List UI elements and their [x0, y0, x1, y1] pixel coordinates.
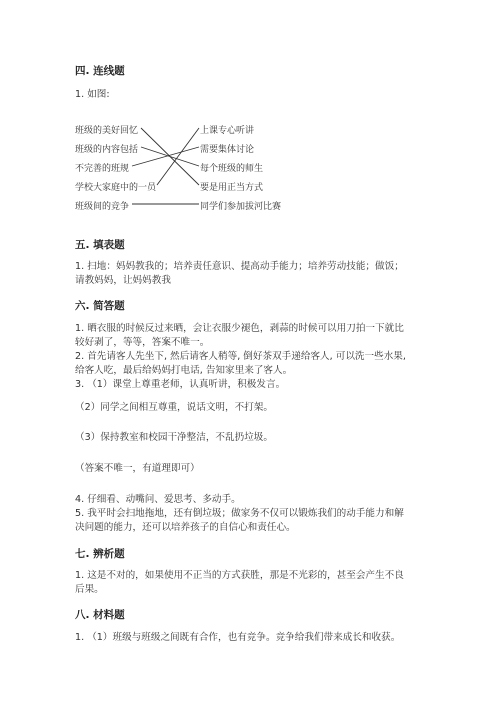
match-right-item: 上课专心听讲 — [200, 126, 255, 136]
section6-answer-3-3: （3）保持教室和校园干净整洁，不乱扔垃圾。 — [75, 432, 273, 443]
match-right-item: 每个班级的师生 — [200, 164, 264, 174]
section5-heading: 五. 填表题 — [75, 239, 125, 251]
section8-heading: 八. 材料题 — [75, 609, 125, 621]
section4-question-1: 1. 如图: — [75, 89, 110, 100]
match-right-item: 同学们参加拔河比赛 — [200, 202, 282, 212]
section7-line: 1. 这是不对的，如果使用不正当的方式获胜，那是不光彩的，甚至会产生不良 — [75, 570, 404, 581]
section7-line: 后果。 — [75, 584, 104, 595]
section6-line: 较好剥了，等等，答案不唯一。 — [75, 337, 210, 348]
match-left-item: 班级间的竞争 — [75, 202, 130, 212]
section7-heading: 七. 辨析题 — [75, 548, 125, 560]
section6-answer-5: 决问题的能力，还可以培养孩子的自信心和责任心。 — [75, 522, 296, 533]
section6-answer-4: 4. 仔细看、动嘴问、爱思考、多动手。 — [75, 494, 241, 505]
section6-line: 1. 晒衣服的时候反过来晒，会让衣服少褪色，剥蒜的时候可以用刀拍一下就比 — [75, 323, 404, 334]
match-left-item: 班级的美好回忆 — [75, 126, 139, 136]
section6-answer-3-2: （2）同学之间相互尊重，说话文明，不打架。 — [75, 402, 273, 413]
match-right-item: 要是用正当方式 — [200, 183, 264, 193]
section6-heading: 六. 简答题 — [75, 300, 125, 312]
section8-line: 1. （1）班级与班级之间既有合作，也有竞争。竞争给我们带来成长和收获。 — [75, 632, 401, 643]
match-right-item: 需要集体讨论 — [200, 145, 255, 155]
match-left-item: 学校大家庭中的一员 — [75, 183, 157, 193]
section6-answer-5: 5. 我平时会扫地拖地，还有倒垃圾；做家务不仅可以锻炼我们的动手能力和解 — [75, 508, 404, 519]
match-left-item: 班级的内容包括 — [75, 145, 139, 155]
match-left-item: 不完善的班规 — [75, 164, 130, 174]
section5-line: 1. 扫地：妈妈教我的；培养责任意识、提高动手能力；培养劳动技能；做饭； — [75, 261, 404, 272]
section5-line: 请教妈妈，让妈妈教我 — [75, 275, 171, 286]
section6-line: 3. （1）课堂上尊重老师，认真听讲，积极发言。 — [75, 379, 286, 390]
section6-line: 2. 首先请客人先坐下, 然后请客人稍等, 倒好茶双手递给客人, 可以洗一些水果, — [75, 351, 406, 362]
section6-note: （答案不唯一，有道理即可） — [75, 463, 200, 474]
match-line — [157, 128, 199, 185]
section4-heading: 四. 连线题 — [75, 65, 125, 77]
section6-line: 给客人吃，最后给妈妈打电话, 告知家里来了客人。 — [75, 365, 293, 376]
